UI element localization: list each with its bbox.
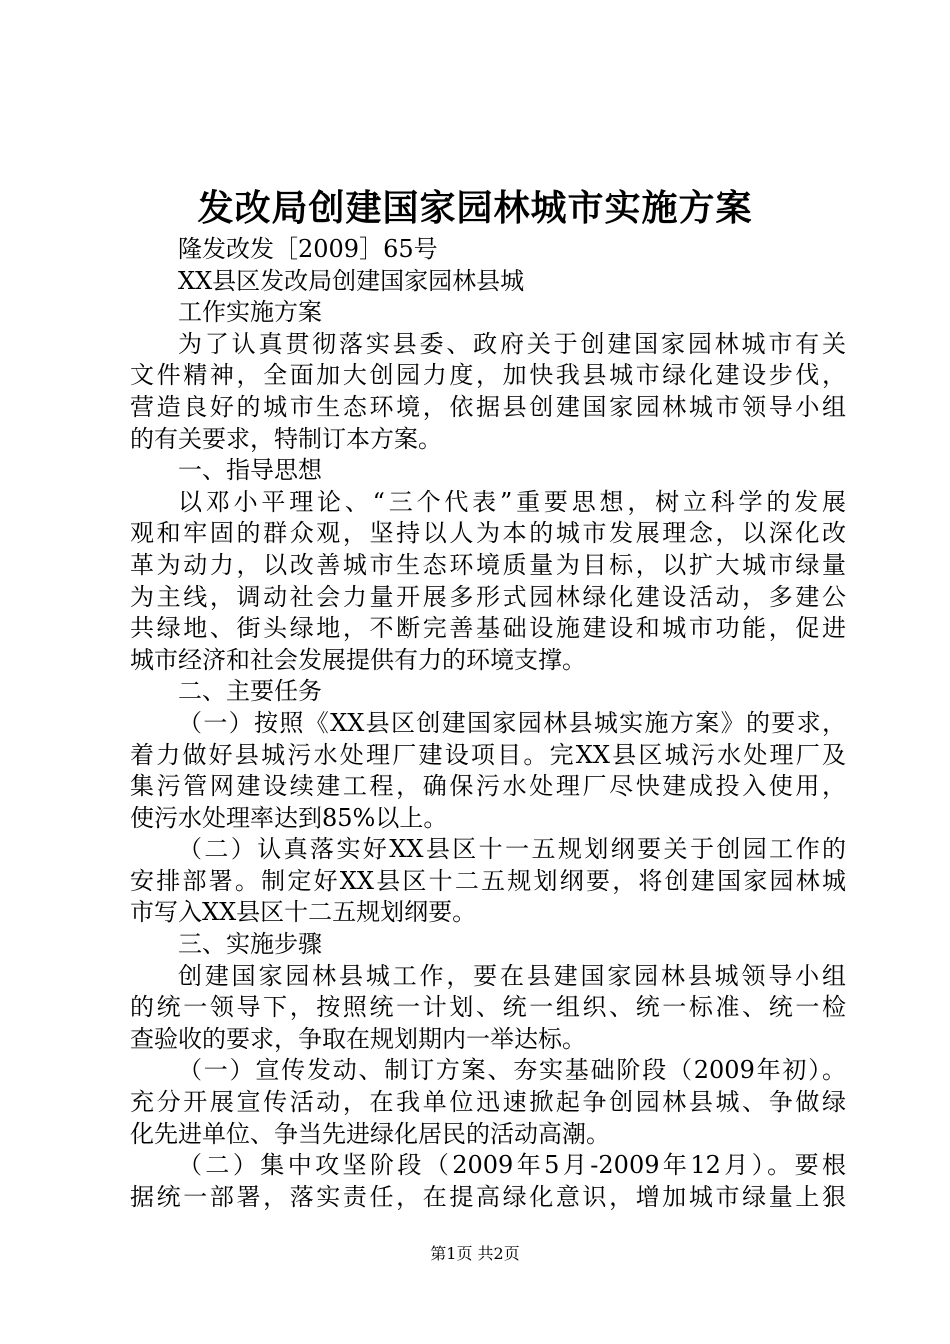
document-body xyxy=(130,234,846,1213)
body-line: 二、主要任务 xyxy=(178,677,322,706)
body-line: 共绿地、街头绿地，不断完善基础设施建设和城市功能，促进 xyxy=(130,614,846,643)
body-line: （一）宣传发动、制订方案、夯实基础阶段（2009年初）。 xyxy=(178,1056,846,1085)
body-line: 化先进单位、争当先进绿化居民的活动高潮。 xyxy=(130,1119,610,1148)
body-line: 的统一领导下，按照统一计划、统一组织、统一标准、统一检 xyxy=(130,993,846,1022)
body-line: 隆发改发［2009］65号 xyxy=(178,235,438,263)
body-line: 工作实施方案 xyxy=(178,298,322,327)
document-title: 发改局创建国家园林城市实施方案 xyxy=(197,187,753,229)
body-line: 使污水处理率达到85%以上。 xyxy=(130,803,448,832)
body-line: 文件精神，全面加大创园力度，加快我县城市绿化建设步伐， xyxy=(130,361,846,390)
body-line: 市写入XX县区十二五规划纲要。 xyxy=(130,898,477,927)
body-line: 三、实施步骤 xyxy=(178,930,322,959)
body-line: 集污管网建设续建工程，确保污水处理厂尽快建成投入使用， xyxy=(130,772,846,801)
body-line: 营造良好的城市生态环境，依据县创建国家园林城市领导小组 xyxy=(130,392,846,421)
body-line: 城市经济和社会发展提供有力的环境支撑。 xyxy=(130,645,586,674)
body-line: 创建国家园林县城工作，要在县建国家园林县城领导小组 xyxy=(178,961,846,990)
body-line: 查验收的要求，争取在规划期内一举达标。 xyxy=(130,1024,586,1053)
body-line: 据统一部署，落实责任，在提高绿化意识，增加城市绿量上狠 xyxy=(130,1182,846,1211)
body-line: 革为动力，以改善城市生态环境质量为目标，以扩大城市绿量 xyxy=(130,550,846,579)
body-line: 着力做好县城污水处理厂建设项目。完XX县区城污水处理厂及 xyxy=(130,740,846,769)
body-line: 为主线，调动社会力量开展多形式园林绿化建设活动，多建公 xyxy=(130,582,846,611)
body-line: XX县区发改局创建国家园林县城 xyxy=(178,266,525,295)
body-line: 充分开展宣传活动，在我单位迅速掀起争创园林县城、争做绿 xyxy=(130,1088,846,1117)
body-line: 为了认真贯彻落实县委、政府关于创建国家园林城市有关 xyxy=(178,329,846,358)
body-line: （一）按照《XX县区创建国家园林县城实施方案》的要求， xyxy=(178,708,846,737)
page-footer: 第1页 共2页 xyxy=(430,1244,520,1263)
body-line: （二）集中攻坚阶段（2009年5月-2009年12月）。要根 xyxy=(178,1151,846,1180)
body-line: 安排部署。制定好XX县区十二五规划纲要，将创建国家园林城 xyxy=(130,866,846,895)
body-line: 以邓小平理论、“三个代表”重要思想，树立科学的发展 xyxy=(178,487,846,516)
body-line: 观和牢固的群众观，坚持以人为本的城市发展理念，以深化改 xyxy=(130,519,846,548)
body-line: 一、指导思想 xyxy=(178,456,322,485)
body-line: 的有关要求，特制订本方案。 xyxy=(130,424,442,453)
body-line: （二）认真落实好XX县区十一五规划纲要关于创园工作的 xyxy=(178,835,846,864)
